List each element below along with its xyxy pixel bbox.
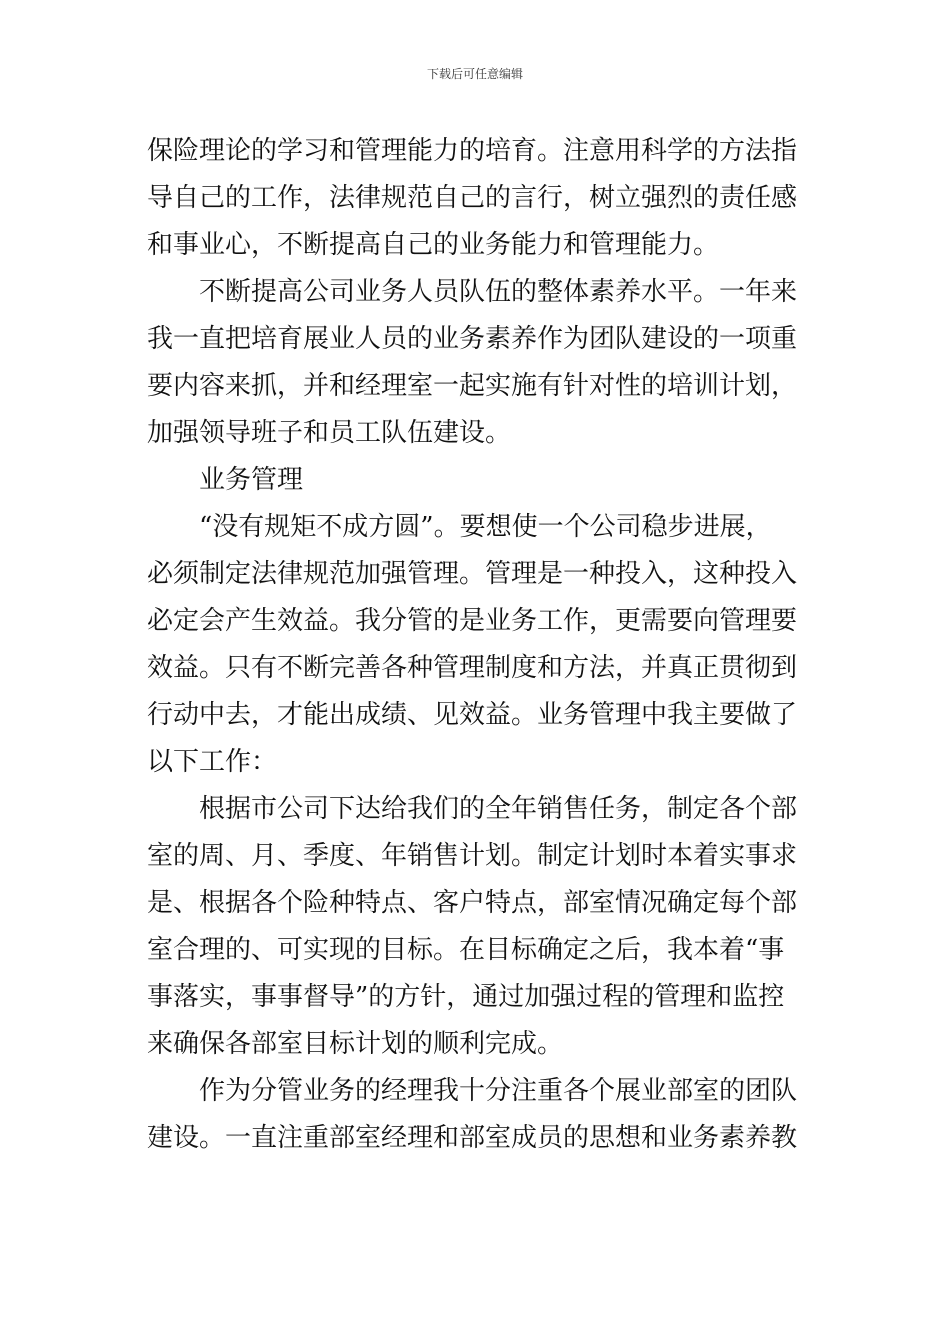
text-line: 根据市公司下达给我们的全年销售任务，制定各个部 [199,794,798,824]
text-line: 是、根据各个险种特点、客户特点，部室情况确定每个部 [147,888,798,918]
text-line: 建设。一直注重部室经理和部室成员的思想和业务素养教 [147,1123,798,1153]
text-line: 效益。只有不断完善各种管理制度和方法，并真正贯彻到 [147,653,798,683]
text-line: 必须制定法律规范加强管理。管理是一种投入，这种投入 [147,559,798,589]
text-line: 业务管理 [199,465,304,495]
paragraph-continuation [147,128,807,269]
text-line: “没有规矩不成方圆”。要想使一个公司稳步进展， [199,512,772,542]
text-line: 行动中去，才能出成绩、见效益。业务管理中我主要做了 [147,700,798,730]
page-header: 下载后可任意编辑 [426,67,523,81]
section-heading [147,457,807,504]
body-text [147,128,807,1162]
text-line: 室合理的、可实现的目标。在目标确定之后，我本着“事 [147,935,785,965]
text-line: 必定会产生效益。我分管的是业务工作，更需要向管理要 [147,606,798,636]
text-line: 来确保各部室目标计划的顺利完成。 [147,1029,564,1059]
paragraph-management [147,504,807,786]
text-line: 加强领导班子和员工队伍建设。 [147,418,512,448]
text-line: 要内容来抓，并和经理室一起实施有针对性的培训计划， [147,371,798,401]
paragraph-team-building [147,1068,807,1162]
paragraph-sales-plan [147,786,807,1068]
text-line: 和事业心，不断提高自己的业务能力和管理能力。 [147,230,720,260]
text-line: 事落实，事事督导”的方针，通过加强过程的管理和监控 [147,982,785,1012]
text-line: 以下工作： [147,747,278,777]
text-line: 保险理论的学习和管理能力的培育。注意用科学的方法指 [147,136,798,166]
text-line: 我一直把培育展业人员的业务素养作为团队建设的一项重 [147,324,798,354]
text-line: 作为分管业务的经理我十分注重各个展业部室的团队 [199,1076,798,1106]
text-line: 导自己的工作，法律规范自己的言行，树立强烈的责任感 [147,183,798,213]
text-line: 不断提高公司业务人员队伍的整体素养水平。一年来 [199,277,798,307]
text-line: 室的周、月、季度、年销售计划。制定计划时本着实事求 [147,841,798,871]
paragraph-team-quality [147,269,807,457]
